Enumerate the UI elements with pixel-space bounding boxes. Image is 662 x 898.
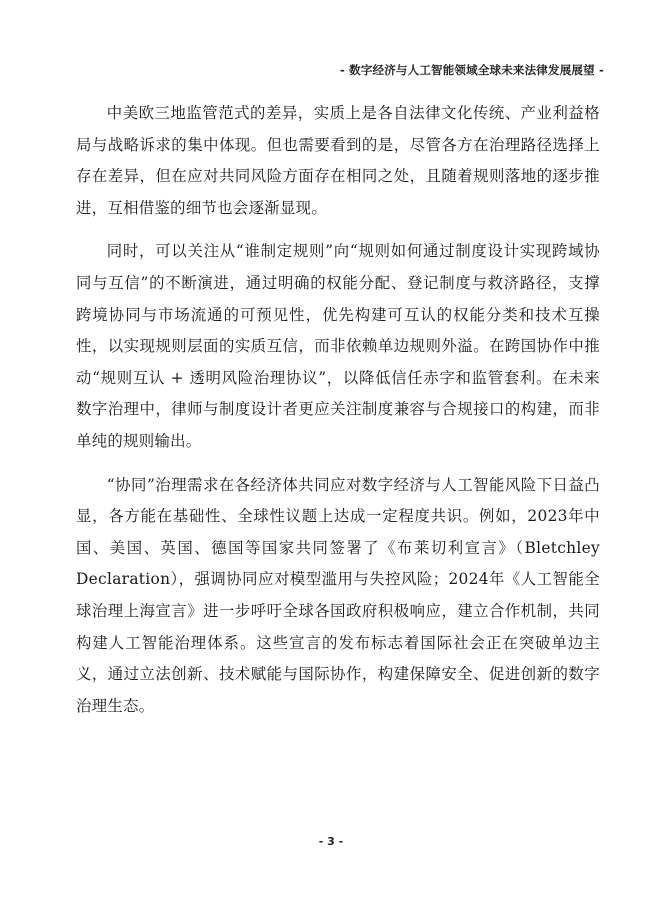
body-text: [76, 98, 600, 734]
running-header: - 数字经济与人工智能领域全球未来法律发展展望 -: [339, 63, 604, 77]
page-number: - 3 -: [318, 835, 344, 848]
paragraph-3: “协同”治理需求在各经济体共同应对数字经济与人工智能风险下日益凸显，各方能在基础性、全球性议题上达成一定程度共识。例如，2023年中国、美国、英国、德国等国家共同签署了《布莱切利宣言》（Bletchley Declaration），强调协同应对模型滥用与失控风险；2024年《人工智能全球治理上海宣言》进一步呼吁全球各国政府积极响应，建立合作机制，共同构建人工智能治理体系。这些宣言的发布标志着国际社会正在突破单边主义，通过立法创新、技术赋能与国际协作，构建保障安全、促进创新的数字治理生态。: [76, 475, 600, 715]
paragraph-1: 中美欧三地监管范式的差异，实质上是各自法律文化传统、产业利益格局与战略诉求的集中体现。但也需要看到的是，尽管各方在治理路径选择上存在差异，但在应对共同风险方面存在相同之处，且随着规则落地的逐步推进，互相借鉴的细节也会逐渐显现。: [76, 104, 600, 217]
paragraph-2: 同时，可以关注从“谁制定规则”向“规则如何通过制度设计实现跨域协同与互信”的不断演进，通过明确的权能分配、登记制度与救济路径，支撑跨境协同与市场流通的可预见性，优先构建可互认的权能分类和技术互操性，以实现规则层面的实质互信，而非依赖单边规则外溢。在跨国协作中推动“规则互认 + 透明风险治理协议”，以降低信任赤字和监管套利。在未来数字治理中，律师与制度设计者更应关注制度兼容与合规接口的构建，而非单纯的规则输出。: [76, 242, 600, 450]
